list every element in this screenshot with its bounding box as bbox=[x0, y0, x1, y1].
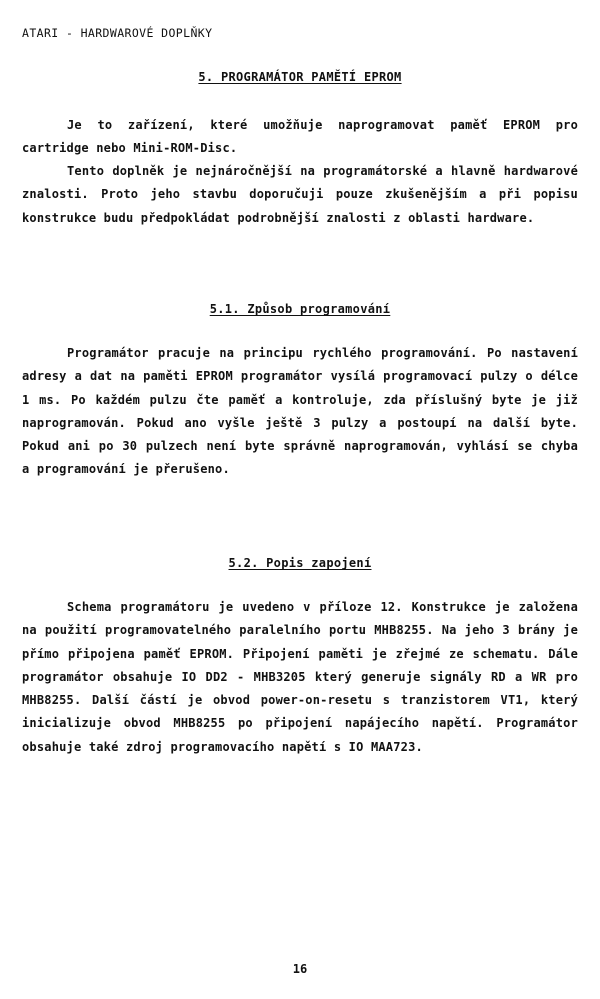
section-5-2-paragraph: Schema programátoru je uvedeno v příloze 12. Konstrukce je založena na použití programovatelného paralelního portu MHB8255. Na jeho 3 brány je přímo připojena paměť EPROM. Připojení paměti je zřejmé ze schematu. Dále programátor obsahuje IO DD2 - MHB3205 který generuje signály RD a WR pro MHB8255. Další částí je obvod power-on-resetu s tranzistorem VT1, který inicializuje obvod MHB8255 po připojení napájecího napětí. Programátor obsahuje také zdroj programovacího napětí s IO MAA723. bbox=[22, 600, 578, 754]
running-header: ATARI - HARDWAROVÉ DOPLŇKY bbox=[22, 26, 213, 40]
page-number: 16 bbox=[292, 962, 308, 976]
section-heading-5: 5. PROGRAMÁTOR PAMĚTÍ EPROM bbox=[198, 70, 402, 84]
section-heading-5-2: 5.2. Popis zapojení bbox=[228, 556, 372, 570]
section-5-1-paragraph: Programátor pracuje na principu rychlého programování. Po nastavení adresy a dat na paměti EPROM programátor vysílá programovací pulzy o délce 1 ms. Po každém pulzu čte paměť a kontroluje, zda příslušný byte je již naprogramován. Pokud ano vyšle ještě 3 pulzy a postoupí na další byte. Pokud ani po 30 pulzech není byte správně naprogramován, vyhlásí se chyba a programování je přerušeno. bbox=[22, 346, 578, 477]
section-5-paragraph-1: Je to zařízení, které umožňuje naprogramovat paměť EPROM pro cartridge nebo Mini-ROM-Disc. bbox=[22, 118, 578, 156]
section-heading-5-1: 5.1. Způsob programování bbox=[209, 302, 391, 316]
section-5-paragraph-2: Tento doplněk je nejnáročnější na programátorské a hlavně hardwarové znalosti. Proto jeho stavbu doporučuji pouze zkušenějším a při popisu konstrukce budu předpokládat podrobnější znalosti z oblasti hardware. bbox=[22, 164, 578, 225]
